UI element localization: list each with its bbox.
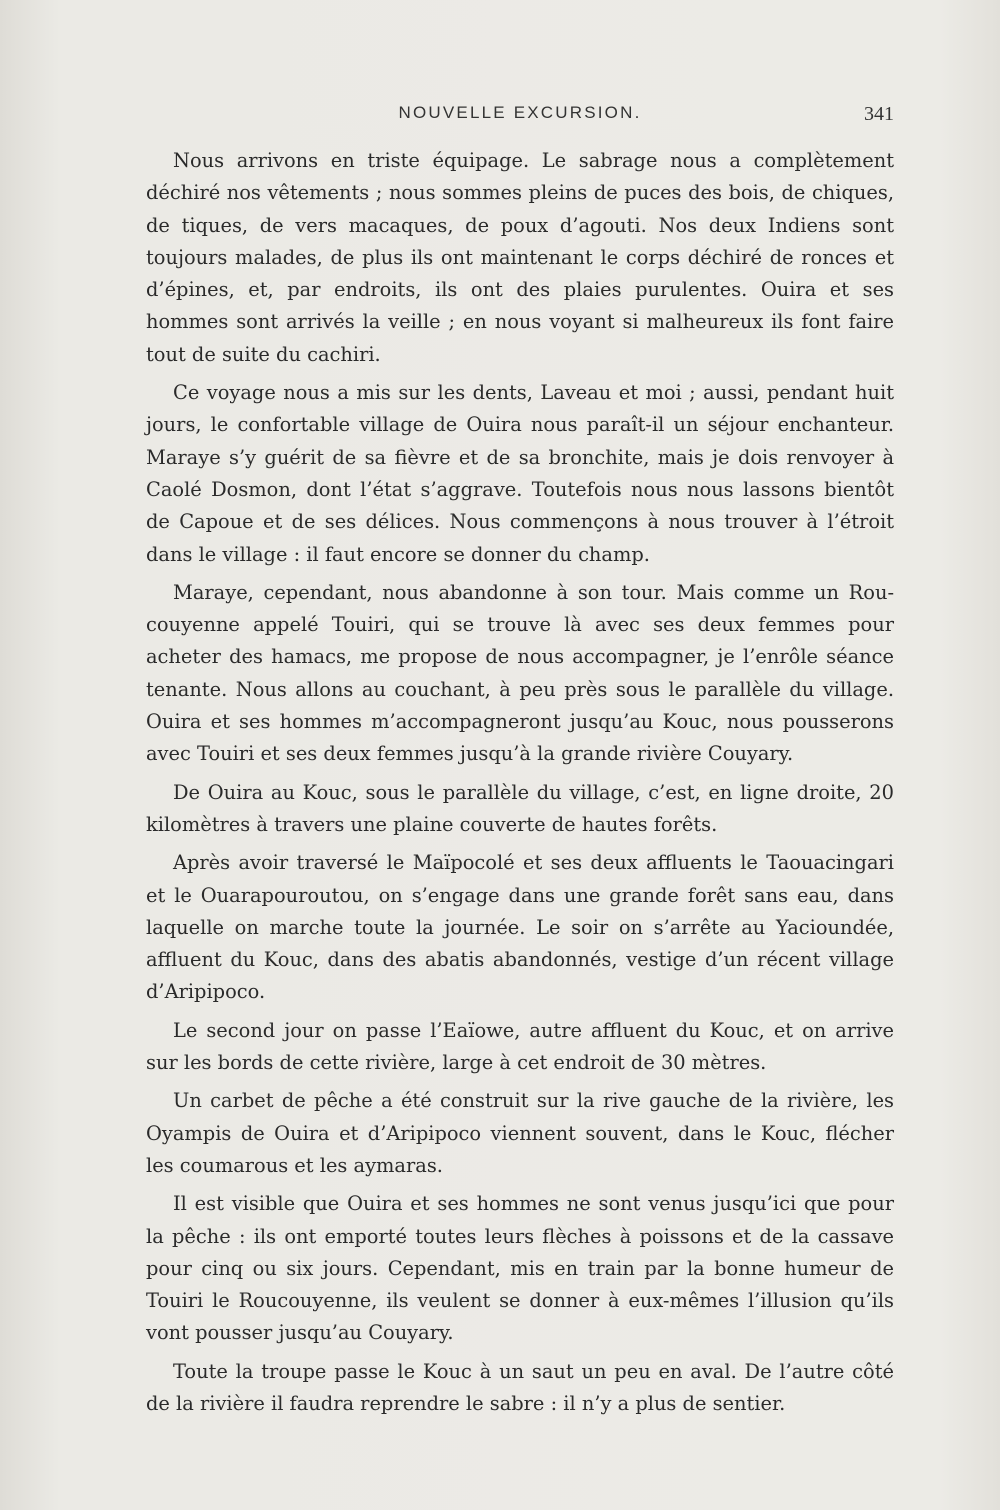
paragraph: Nous arrivons en triste équipage. Le sabrage nous a complètement déchiré nos vêtements ; nous sommes pleins de puces des bois, de chiques, de tiques, de vers macaques, de poux d’agouti. Nos deux Indiens sont toujours malades, de plus ils ont maintenant le corps déchiré de ronces et d’épines, et, par endroits, ils ont des plaies purulentes. Ouira et ses hommes sont arrivés la veille ; en nous voyant si malheureux ils font faire tout de suite du cachiri. [146, 149, 894, 366]
paragraph: Toute la troupe passe le Kouc à un saut un peu en aval. De l’autre côté de la rivière il faudra reprendre le sabre : il n’y a plus de sentier. [146, 1359, 894, 1415]
body-text [146, 145, 894, 1426]
paragraph: Un carbet de pêche a été construit sur la rive gauche de la rivière, les Oyampis de Ouira et d’Aripipoco viennent souvent, dans le Kouc, flécher les coumarous et les aymaras. [146, 1089, 894, 1177]
paragraph: Il est visible que Ouira et ses hommes ne sont venus jusqu’ici que pour la pêche : ils ont emporté toutes leurs flèches à poissons et de la cassave pour cinq ou six jours. Cependant, mis en train par la bonne humeur de Touiri le Roucouyenne, ils veulent se donner à eux-mêmes l’illusion qu’ils vont pousser jusqu’au Couyary. [146, 1192, 894, 1345]
paragraph: Le second jour on passe l’Eaïowe, autre affluent du Kouc, et on arrive sur les bords de cette rivière, large à cet endroit de 30 mètres. [146, 1018, 894, 1075]
running-title: NOUVELLE EXCURSION. [398, 103, 642, 122]
paragraph: Ce voyage nous a mis sur les dents, Laveau et moi ; aussi, pendant huit jours, le confortable village de Ouira nous paraît-il un séjour enchanteur. Maraye s’y guérit de sa fièvre et de sa bronchite, mais je dois renvoyer à Caolé Dosmon, dont l’état s’aggrave. Toutefois nous nous lassons bientôt de Capoue et de ses délices. Nous commençons à nous trouver à l’étroit dans le village : il faut encore se donner du champ. [146, 381, 894, 566]
page-header [146, 103, 894, 133]
paragraph: Maraye, cependant, nous abandonne à son tour. Mais comme un Roucouyenne appelé Touiri, qui se trouve là avec ses deux femmes pour acheter des hamacs, me propose de nous accompagner, je l’enrôle séance tenante. Nous allons au couchant, à peu près sous le parallèle du village. Ouira et ses hommes m’accompagneront jusqu’au Kouc, nous pousserons avec Touiri et ses deux femmes jusqu’à la grande rivière Couyary. [146, 580, 894, 766]
paragraph: De Ouira au Kouc, sous le parallèle du village, c’est, en ligne droite, 20 kilomètres à travers une plaine couverte de hautes forêts. [146, 780, 894, 836]
page-number: 341 [864, 103, 894, 125]
paragraph: Après avoir traversé le Maïpocolé et ses deux affluents le Taouacingari et le Ouarapouroutou, on s’engage dans une grande forêt sans eau, dans laquelle on marche toute la journée. Le soir on s’arrête au Yacioundée, affluent du Kouc, dans des abatis abandonnés, vestige d’un récent village d’Aripipoco. [146, 851, 894, 1004]
